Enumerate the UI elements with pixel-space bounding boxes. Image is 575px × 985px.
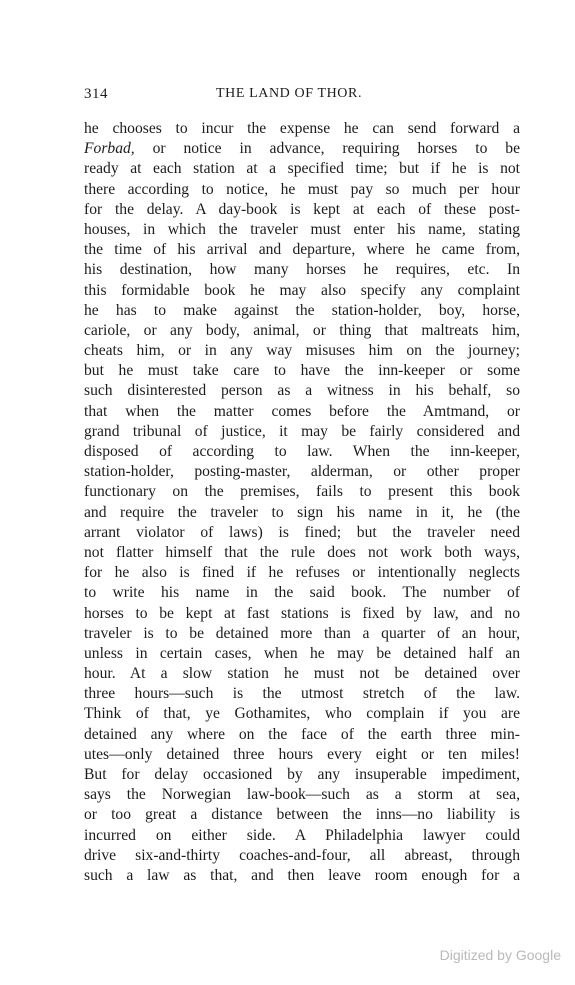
text-line: this formidable book he may also specify any complaint	[84, 281, 520, 299]
text-line: he chooses to incur the expense he can send forward a	[84, 120, 520, 137]
text-line: detained any where on the face of the earth three min-	[84, 725, 520, 743]
text-line: to write his name in the said book. The number of	[84, 584, 520, 602]
text-line: station-holder, posting-master, alderman, or other proper	[84, 463, 520, 481]
page-number: 314	[84, 86, 108, 102]
text-line: that when the matter comes before the Amtmand, or	[84, 402, 520, 420]
text-line: says the Norwegian law-book—such as a storm at sea,	[84, 786, 520, 804]
text-line: functionary on the premises, fails to present this book	[84, 483, 520, 501]
page-header	[84, 86, 520, 108]
text-line: and require the traveler to sign his name in it, he (the	[84, 503, 520, 521]
text-line: such a law as that, and then leave room enough for a	[84, 866, 520, 884]
text-line	[84, 139, 520, 159]
text-line: drive six-and-thirty coaches-and-four, all abreast, through	[84, 846, 520, 864]
text-line: But for delay occasioned by any insuperable impediment,	[84, 766, 520, 783]
text-line: or too great a distance between the inns—no liability is	[84, 806, 520, 824]
text-line: traveler is to be detained more than a quarter of an hour,	[84, 624, 520, 642]
text-line: cheats him, or in any way misuses him on the journey;	[84, 342, 520, 360]
text-line: Think of that, ye Gothamites, who complain if you are	[84, 705, 520, 723]
text-line: utes—only detained three hours every eight or ten miles!	[84, 745, 520, 763]
text-line: such disinterested person as a witness in his behalf, so	[84, 382, 520, 400]
text-line: three hours—such is the utmost stretch of the law.	[84, 685, 520, 703]
watermark: Digitized by Google	[439, 947, 561, 963]
text-line: for the delay. A day-book is kept at each of these post-	[84, 200, 520, 218]
text-line: grand tribunal of justice, it may be fairly considered and	[84, 422, 520, 440]
italic-word: Forbad,	[84, 140, 135, 158]
text-line: the time of his arrival and departure, where he came from,	[84, 241, 520, 259]
text-line: not flatter himself that the rule does not work both ways,	[84, 543, 520, 561]
text-line: disposed of according to law. When the inn-keeper,	[84, 443, 520, 460]
text-line: hour. At a slow station he must not be detained over	[84, 665, 520, 683]
text-line: arrant violator of laws) is fined; but the traveler need	[84, 523, 520, 541]
text-line: horses to be kept at fast stations is fixed by law, and no	[84, 604, 520, 622]
text-line: his destination, how many horses he requires, etc. In	[84, 261, 520, 279]
text-line: houses, in which the traveler must enter his name, stating	[84, 220, 520, 238]
text-line: but he must take care to have the inn-keeper or some	[84, 362, 520, 380]
text-line: incurred on either side. A Philadelphia lawyer could	[84, 826, 520, 844]
text-line: he has to make against the station-holder, boy, horse,	[84, 301, 520, 319]
text-line: there according to notice, he must pay so much per hour	[84, 180, 520, 198]
text-line: for he also is fined if he refuses or intentionally neglects	[84, 564, 520, 582]
text-line: ready at each station at a specified time; but if he is not	[84, 160, 520, 178]
text-line: unless in certain cases, when he may be detained half an	[84, 644, 520, 662]
text-line-rest: or notice in advance, requiring horses to be	[134, 140, 520, 158]
body-text	[84, 119, 520, 886]
running-head: THE LAND OF THOR.	[216, 86, 363, 101]
text-line: cariole, or any body, animal, or thing that maltreats him,	[84, 321, 520, 339]
